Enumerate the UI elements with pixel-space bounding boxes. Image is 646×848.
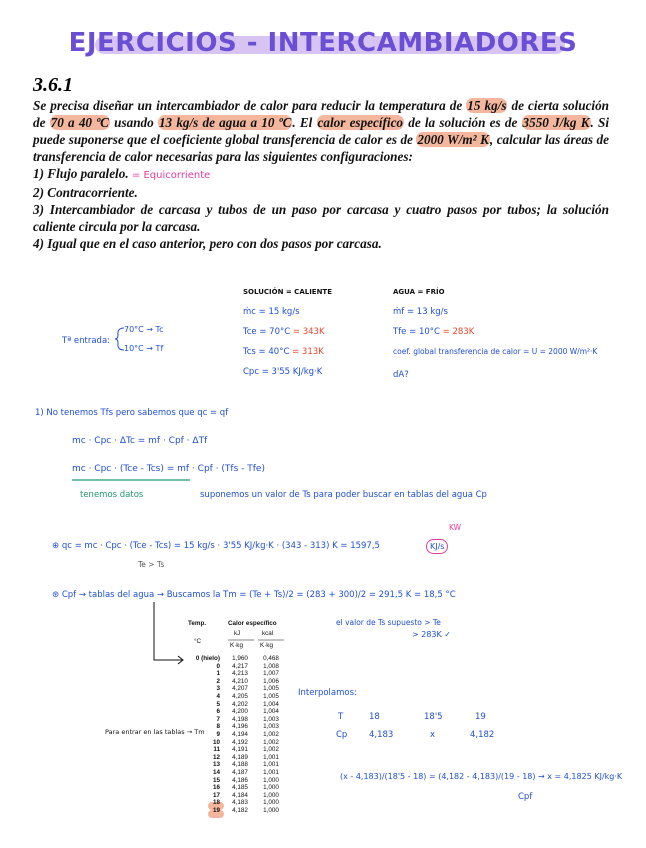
table-cell: 6 (216, 708, 220, 716)
table-cell: 13 (212, 761, 220, 769)
table-cell: 0,468 (263, 655, 279, 662)
entrada-hot: 70°C → Tc (124, 325, 164, 334)
equation-1: mc · Cpc · ΔTc = mf · Cpf · ΔTf (72, 436, 208, 446)
problem-paragraph: Se precisa diseñar un intercambiador de calor para reducir la temperatura de 15 kg/s de cierta solución de 70 a 40 ºC usando 13 kg/s de agua a 10 ºC. El calor específico de la solución es de 3550 J/kg K. Si puede suponerse que el coeficiente global transferencia de calor es de 2000 W/m² K, calcular las áreas de transferencia de calor necesarias para las siguientes configuraciones: (33, 98, 610, 164)
hot-header: SOLUCIÓN = CALIENTE (243, 288, 332, 296)
connector-icon (150, 600, 190, 670)
unit-kcalkg: K·kg (260, 642, 273, 649)
table-cell: 0 (216, 662, 220, 670)
table-cell: 4,198 (232, 715, 248, 723)
table-cell: 1,003 (263, 715, 279, 723)
table-cell: 4,185 (232, 784, 248, 792)
problem-number: 3.6.1 (33, 74, 73, 96)
col-temp: Temp. (188, 620, 207, 627)
kw-label: KW (449, 523, 462, 532)
table-cell: 4,200 (232, 708, 248, 716)
interp-t-1: 18 (369, 712, 380, 722)
unit-kcal: kcal (262, 630, 274, 637)
page-title: EJERCICIOS - INTERCAMBIADORES (68, 28, 578, 58)
table-cell: 1,960 (232, 655, 248, 662)
table-cell: 18 (212, 799, 220, 807)
table-cell: 8 (216, 723, 220, 731)
table-cell: 9 (216, 731, 220, 738)
unit-kjkg: K·kg (230, 642, 243, 649)
table-cell: 1,000 (263, 799, 279, 807)
table-cell: 4,194 (232, 731, 248, 738)
table-cell: 1,008 (263, 662, 279, 670)
table-cell: 4,217 (232, 662, 248, 670)
table-cell: 4,191 (232, 746, 248, 754)
table-cell: 1,001 (263, 753, 279, 761)
da-question: dA? (393, 370, 409, 380)
u-value: coef. global transferencia de calor = U = 2000 W/m²·K (393, 347, 598, 356)
table-cell: 16 (212, 784, 220, 792)
table-cell: 1,000 (263, 784, 279, 792)
table-cell: 11 (213, 746, 220, 754)
unit-kj: kJ (234, 630, 241, 637)
table-cell: 4,207 (232, 685, 248, 693)
cpc-value: Cpc = 3'55 KJ/kg·K (243, 367, 323, 377)
table-cell: 2 (216, 677, 220, 685)
table-cell: 1,000 (263, 776, 279, 784)
suponemos-label: suponemos un valor de Ts para poder buscar en tablas del agua Cp (200, 490, 487, 500)
table-cell: 19 (212, 807, 220, 814)
gt-note: > 283K ✓ (412, 630, 452, 639)
para-entrar-note: Para entrar en las tablas → Tm (105, 728, 205, 736)
interp-cp-1: 4,183 (369, 730, 394, 740)
table-cell: 4,187 (232, 769, 248, 776)
entrada-label: Tª entrada: (62, 336, 111, 346)
table-cell: 4,210 (232, 677, 248, 685)
table-cell: 10 (212, 738, 220, 746)
table-cell: 17 (212, 791, 220, 799)
step1-line: 1) No tenemos Tfs pero sabemos que qc = qf (35, 408, 229, 418)
table-cell: 1,005 (263, 693, 279, 700)
table-cell: 15 (212, 776, 220, 784)
interp-cp-3: 4,182 (470, 730, 495, 740)
table-cell: 3 (216, 685, 220, 693)
table-cell: 12 (212, 753, 220, 761)
table-cell: 4,189 (232, 753, 248, 761)
table-cell: 1,002 (263, 731, 279, 738)
col-cp: Calor específico (228, 620, 277, 627)
brace-icon (114, 326, 126, 352)
interp-t-0: T (338, 712, 344, 722)
tce-value: Tce = 70°C = 343K (243, 327, 325, 337)
table-cell: 1 (216, 670, 220, 678)
table-cell: 4,183 (232, 799, 248, 807)
supuesto-note: el valor de Ts supuesto > Te (336, 618, 441, 627)
table-cell: 1,001 (263, 761, 279, 769)
table-cell: 1,007 (263, 670, 279, 678)
item-1: 1) Flujo paralelo. = Equicorriente (33, 166, 211, 181)
problem-statement (33, 97, 609, 252)
table-cell: 1,000 (263, 791, 279, 799)
cpf-label: Cpf (518, 792, 533, 802)
table-cell: 1,006 (263, 677, 279, 685)
interp-t-3: 19 (475, 712, 486, 722)
interpolamos-label: Interpolamos: (298, 688, 357, 698)
table-cell: 14 (212, 769, 220, 776)
table-cell: 0 (hielo) (195, 655, 220, 662)
table-cell: 4,192 (232, 738, 248, 746)
table-cell: 4,202 (232, 700, 248, 708)
interp-equation: (x - 4,183)/(18'5 - 18) = (4,182 - 4,183)/(19 - 18) → x = 4,1825 KJ/kg·K (340, 772, 623, 781)
table-cell: 1,001 (263, 769, 279, 776)
table-cell: 4,182 (232, 807, 248, 814)
fraction-lines (226, 638, 286, 642)
col-temp-unit: °C (194, 638, 202, 645)
qc-equation: ⊕ qc = mc · Cpc · (Tce - Tcs) = 15 kg/s · 3'55 KJ/kg·K · (343 - 313) K = 1597,5 (52, 541, 380, 551)
tenemos-label: tenemos datos (80, 490, 144, 500)
table-cell: 4,188 (232, 761, 248, 769)
cpf-line: ⊛ Cpf → tablas del agua → Buscamos la Tm = (Te + Ts)/2 = (283 + 300)/2 = 291,5 K = 18,5 °C (52, 590, 456, 600)
entrada-cold: 10°C → Tf (124, 344, 164, 353)
interp-t-2: 18'5 (424, 712, 443, 722)
cold-header: AGUA = FRÍO (393, 288, 445, 296)
tcs-value: Tcs = 40°C = 313K (243, 347, 324, 357)
table-cell: 7 (216, 715, 220, 723)
table-cell: 4,186 (232, 776, 248, 784)
table-cell: 4,205 (232, 693, 248, 700)
tfe-value: Tfe = 10°C = 283K (393, 327, 475, 337)
table-cell: 1,003 (263, 723, 279, 731)
table-cell: 4,213 (232, 670, 248, 678)
qc-unit: KJ/s (426, 539, 448, 554)
interp-cp-2: x (430, 730, 436, 740)
table-cell: 1,005 (263, 685, 279, 693)
item-4: 4) Igual que en el caso anterior, pero con dos pasos por carcasa. (33, 236, 382, 251)
underline-icon (72, 478, 282, 484)
equation-2: mc · Cpc · (Tce - Tcs) = mf · Cpf · (Tfs - Tfe) (72, 464, 265, 474)
table-cell: 1,004 (263, 700, 279, 708)
table-cell: 4,184 (232, 791, 248, 799)
table-cell: 1,002 (263, 738, 279, 746)
interp-cp-0: Cp (336, 730, 348, 740)
table-cell: 4 (216, 693, 220, 700)
item-3: 3) Intercambiador de carcasa y tubos de un paso por carcasa y cuatro pasos por tubos; la solución caliente circula por la carcasa. (33, 202, 609, 234)
table-cell: 5 (216, 700, 220, 708)
te-ts-note: Te > Ts (138, 560, 165, 569)
table-cell: 4,196 (232, 723, 248, 731)
item-2: 2) Contracorriente. (33, 185, 138, 200)
mf-value: ṁf = 13 kg/s (393, 307, 448, 317)
table-cell: 1,004 (263, 708, 279, 716)
table-cell: 1,000 (263, 807, 279, 814)
table-cell: 1,002 (263, 746, 279, 754)
mc-value: ṁc = 15 kg/s (243, 307, 300, 317)
